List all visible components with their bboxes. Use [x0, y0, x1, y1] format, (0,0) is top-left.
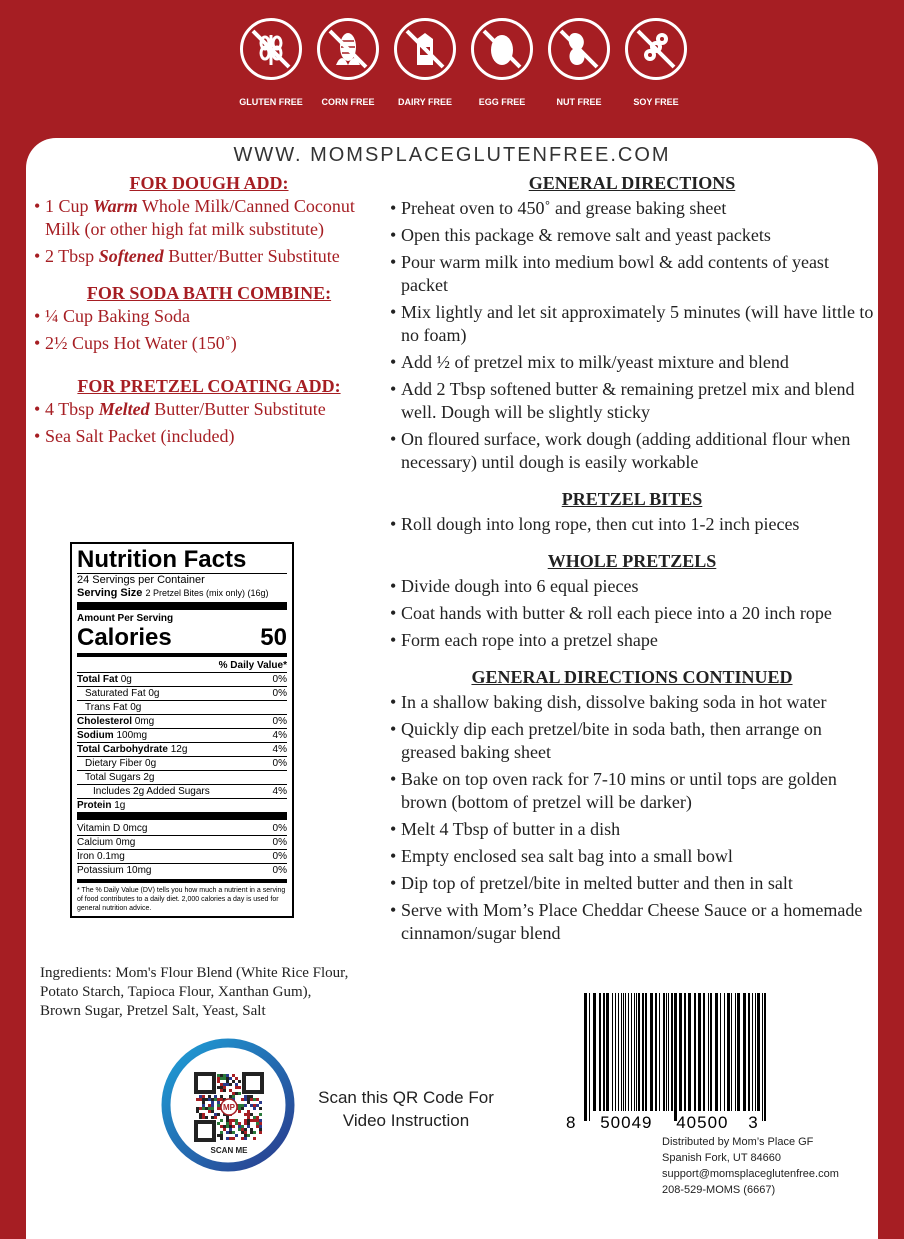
badge-label: NUT FREE [556, 97, 602, 107]
badge-corn-free [313, 18, 383, 107]
list-item: • ¼ Cup Baking Soda [34, 305, 384, 328]
nutrient-row: Dietary Fiber 0g 0% [77, 756, 287, 770]
dough-heading: FOR DOUGH ADD: [129, 173, 289, 193]
nutrition-facts-label [70, 542, 294, 918]
list-item: • Bake on top oven rack for 7-10 mins or until tops are golden brown (bottom of pretzel will be darker) [390, 768, 874, 814]
list-item: • Melt 4 Tbsp of butter in a dish [390, 818, 874, 841]
nutrient-row: Cholesterol 0mg 0% [77, 716, 287, 727]
whole-pretzels-list [390, 575, 874, 652]
badge-egg-free [467, 18, 537, 107]
website-url: WWW. MOMSPLACEGLUTENFREE.COM [233, 144, 671, 166]
nutrient-row: Total Sugars 2g [77, 770, 287, 784]
badge-label: CORN FREE [321, 97, 375, 107]
list-item: • 4 Tbsp Melted Butter/Butter Substitute [34, 398, 384, 421]
servings-per-container: 24 Servings per Container [77, 574, 205, 586]
serving-size: Serving Size 2 Pretzel Bites (mix only) (16g) [77, 587, 269, 599]
egg-crossed-icon [471, 18, 533, 80]
general-directions-continued-heading: GENERAL DIRECTIONS CONTINUED [471, 667, 793, 687]
badge-soy-free [621, 18, 691, 107]
list-item: • In a shallow baking dish, dissolve baking soda in hot water [390, 691, 874, 714]
list-item: • 1 Cup Warm Whole Milk/Canned Coconut Milk (or other high fat milk substitute) [34, 195, 384, 241]
vitamin-row: Potassium 10mg 0% [77, 865, 287, 876]
badge-dairy-free [390, 18, 460, 107]
soda-bath-heading: FOR SODA BATH COMBINE: [86, 283, 332, 303]
vitamin-row: Iron 0.1mg 0% [77, 851, 287, 862]
nutrient-row: Protein 1g [77, 798, 287, 812]
amount-per-serving: Amount Per Serving [77, 613, 174, 624]
nutrition-footnote: * The % Daily Value (DV) tells you how much a nutrient in a serving of food contributes to a daily diet. 2,000 calories a day is used for general nutrition advice. [77, 887, 286, 912]
soybean-crossed-icon [625, 18, 687, 80]
directions-column [390, 172, 874, 949]
badge-label: EGG FREE [478, 97, 526, 107]
badge-label: DAIRY FREE [397, 97, 452, 107]
distributor-info: Distributed by Mom’s Place GF Spanish Fork, UT 84660 support@momsplaceglutenfree.com 208-529-MOMS (6667) [662, 1136, 839, 1196]
qr-code[interactable] [161, 1038, 296, 1173]
soda-bath-list [34, 305, 384, 355]
list-item: • Serve with Mom’s Place Cheddar Cheese Sauce or a homemade cinnamon/sugar blend [390, 899, 874, 945]
nutrient-row: Trans Fat 0g [77, 700, 287, 714]
list-item: • Coat hands with butter & roll each piece into a 20 inch rope [390, 602, 874, 625]
list-item: • 2½ Cups Hot Water (150˚) [34, 332, 384, 355]
nutrition-title: Nutrition Facts [77, 546, 247, 573]
calories-row: Calories 50 [77, 624, 287, 651]
nutrient-row: Total Fat 0g 0% [77, 674, 287, 685]
badge-label: SOY FREE [633, 97, 679, 107]
badge-gluten-free [236, 18, 306, 107]
list-item: • Dip top of pretzel/bite in melted butter and then in salt [390, 872, 874, 895]
list-item: • Quickly dip each pretzel/bite in soda bath, then arrange on greased baking sheet [390, 718, 874, 764]
general-directions-continued-list [390, 691, 874, 945]
nutrient-row: Includes 2g Added Sugars 4% [77, 784, 287, 798]
peanut-crossed-icon [548, 18, 610, 80]
coating-list [34, 398, 384, 448]
coating-heading: FOR PRETZEL COATING ADD: [77, 376, 341, 396]
milk-carton-crossed-icon [394, 18, 456, 80]
badge-label: GLUTEN FREE [239, 97, 303, 107]
list-item: • Mix lightly and let sit approximately 5 minutes (will have little to no foam) [390, 301, 874, 347]
list-item: • Add ½ of pretzel mix to milk/yeast mixture and blend [390, 351, 874, 374]
vitamin-rows [77, 822, 287, 877]
allergen-badges [236, 18, 706, 118]
list-item: • Roll dough into long rope, then cut into 1-2 inch pieces [390, 513, 874, 536]
badge-nut-free [544, 18, 614, 107]
general-directions-heading: GENERAL DIRECTIONS [528, 173, 736, 193]
list-item: • Divide dough into 6 equal pieces [390, 575, 874, 598]
nutrient-row: Saturated Fat 0g 0% [77, 686, 287, 700]
list-item: • Preheat oven to 450˚ and grease baking sheet [390, 197, 874, 220]
nutrient-row: Sodium 100mg 4% [77, 730, 287, 741]
vitamin-row: Calcium 0mg 0% [77, 837, 287, 848]
dough-list [34, 195, 384, 268]
barcode [576, 993, 776, 1123]
daily-value-header: % Daily Value* [218, 660, 287, 671]
ingredients-to-add-column [34, 172, 384, 452]
list-item: • Add 2 Tbsp softened butter & remaining pretzel mix and blend well. Dough will be slightly sticky [390, 378, 874, 424]
whole-pretzels-heading: WHOLE PRETZELS [547, 551, 717, 571]
general-directions-list [390, 197, 874, 474]
pretzel-bites-list [390, 513, 874, 536]
barcode-number: 8 50049 40500 3 [566, 1113, 759, 1132]
pretzel-bites-heading: PRETZEL BITES [561, 489, 703, 509]
corn-crossed-icon [317, 18, 379, 80]
list-item: • 2 Tbsp Softened Butter/Butter Substitute [34, 245, 384, 268]
list-item: • Sea Salt Packet (included) [34, 425, 384, 448]
list-item: • Pour warm milk into medium bowl & add contents of yeast packet [390, 251, 874, 297]
scan-me-label: SCAN ME [210, 1146, 248, 1155]
back-label-panel [26, 138, 878, 1239]
qr-center-logo: MP [223, 1103, 235, 1112]
list-item: • Open this package & remove salt and yeast packets [390, 224, 874, 247]
qr-caption: Scan this QR Code For Video Instruction [318, 1088, 494, 1130]
list-item: • Empty enclosed sea salt bag into a small bowl [390, 845, 874, 868]
ingredients-text: Ingredients: Mom's Flour Blend (White Rice Flour, Potato Starch, Tapioca Flour, Xanthan Gum), Brown Sugar, Pretzel Salt, Yeast, Salt [40, 965, 349, 1019]
vitamin-row: Vitamin D 0mcg 0% [77, 823, 287, 834]
nutrient-row: Total Carbohydrate 12g 4% [77, 744, 287, 755]
list-item: • On floured surface, work dough (adding additional flour when necessary) until dough is easily workable [390, 428, 874, 474]
wheat-crossed-icon [240, 18, 302, 80]
nutrient-rows [77, 672, 287, 812]
list-item: • Form each rope into a pretzel shape [390, 629, 874, 652]
